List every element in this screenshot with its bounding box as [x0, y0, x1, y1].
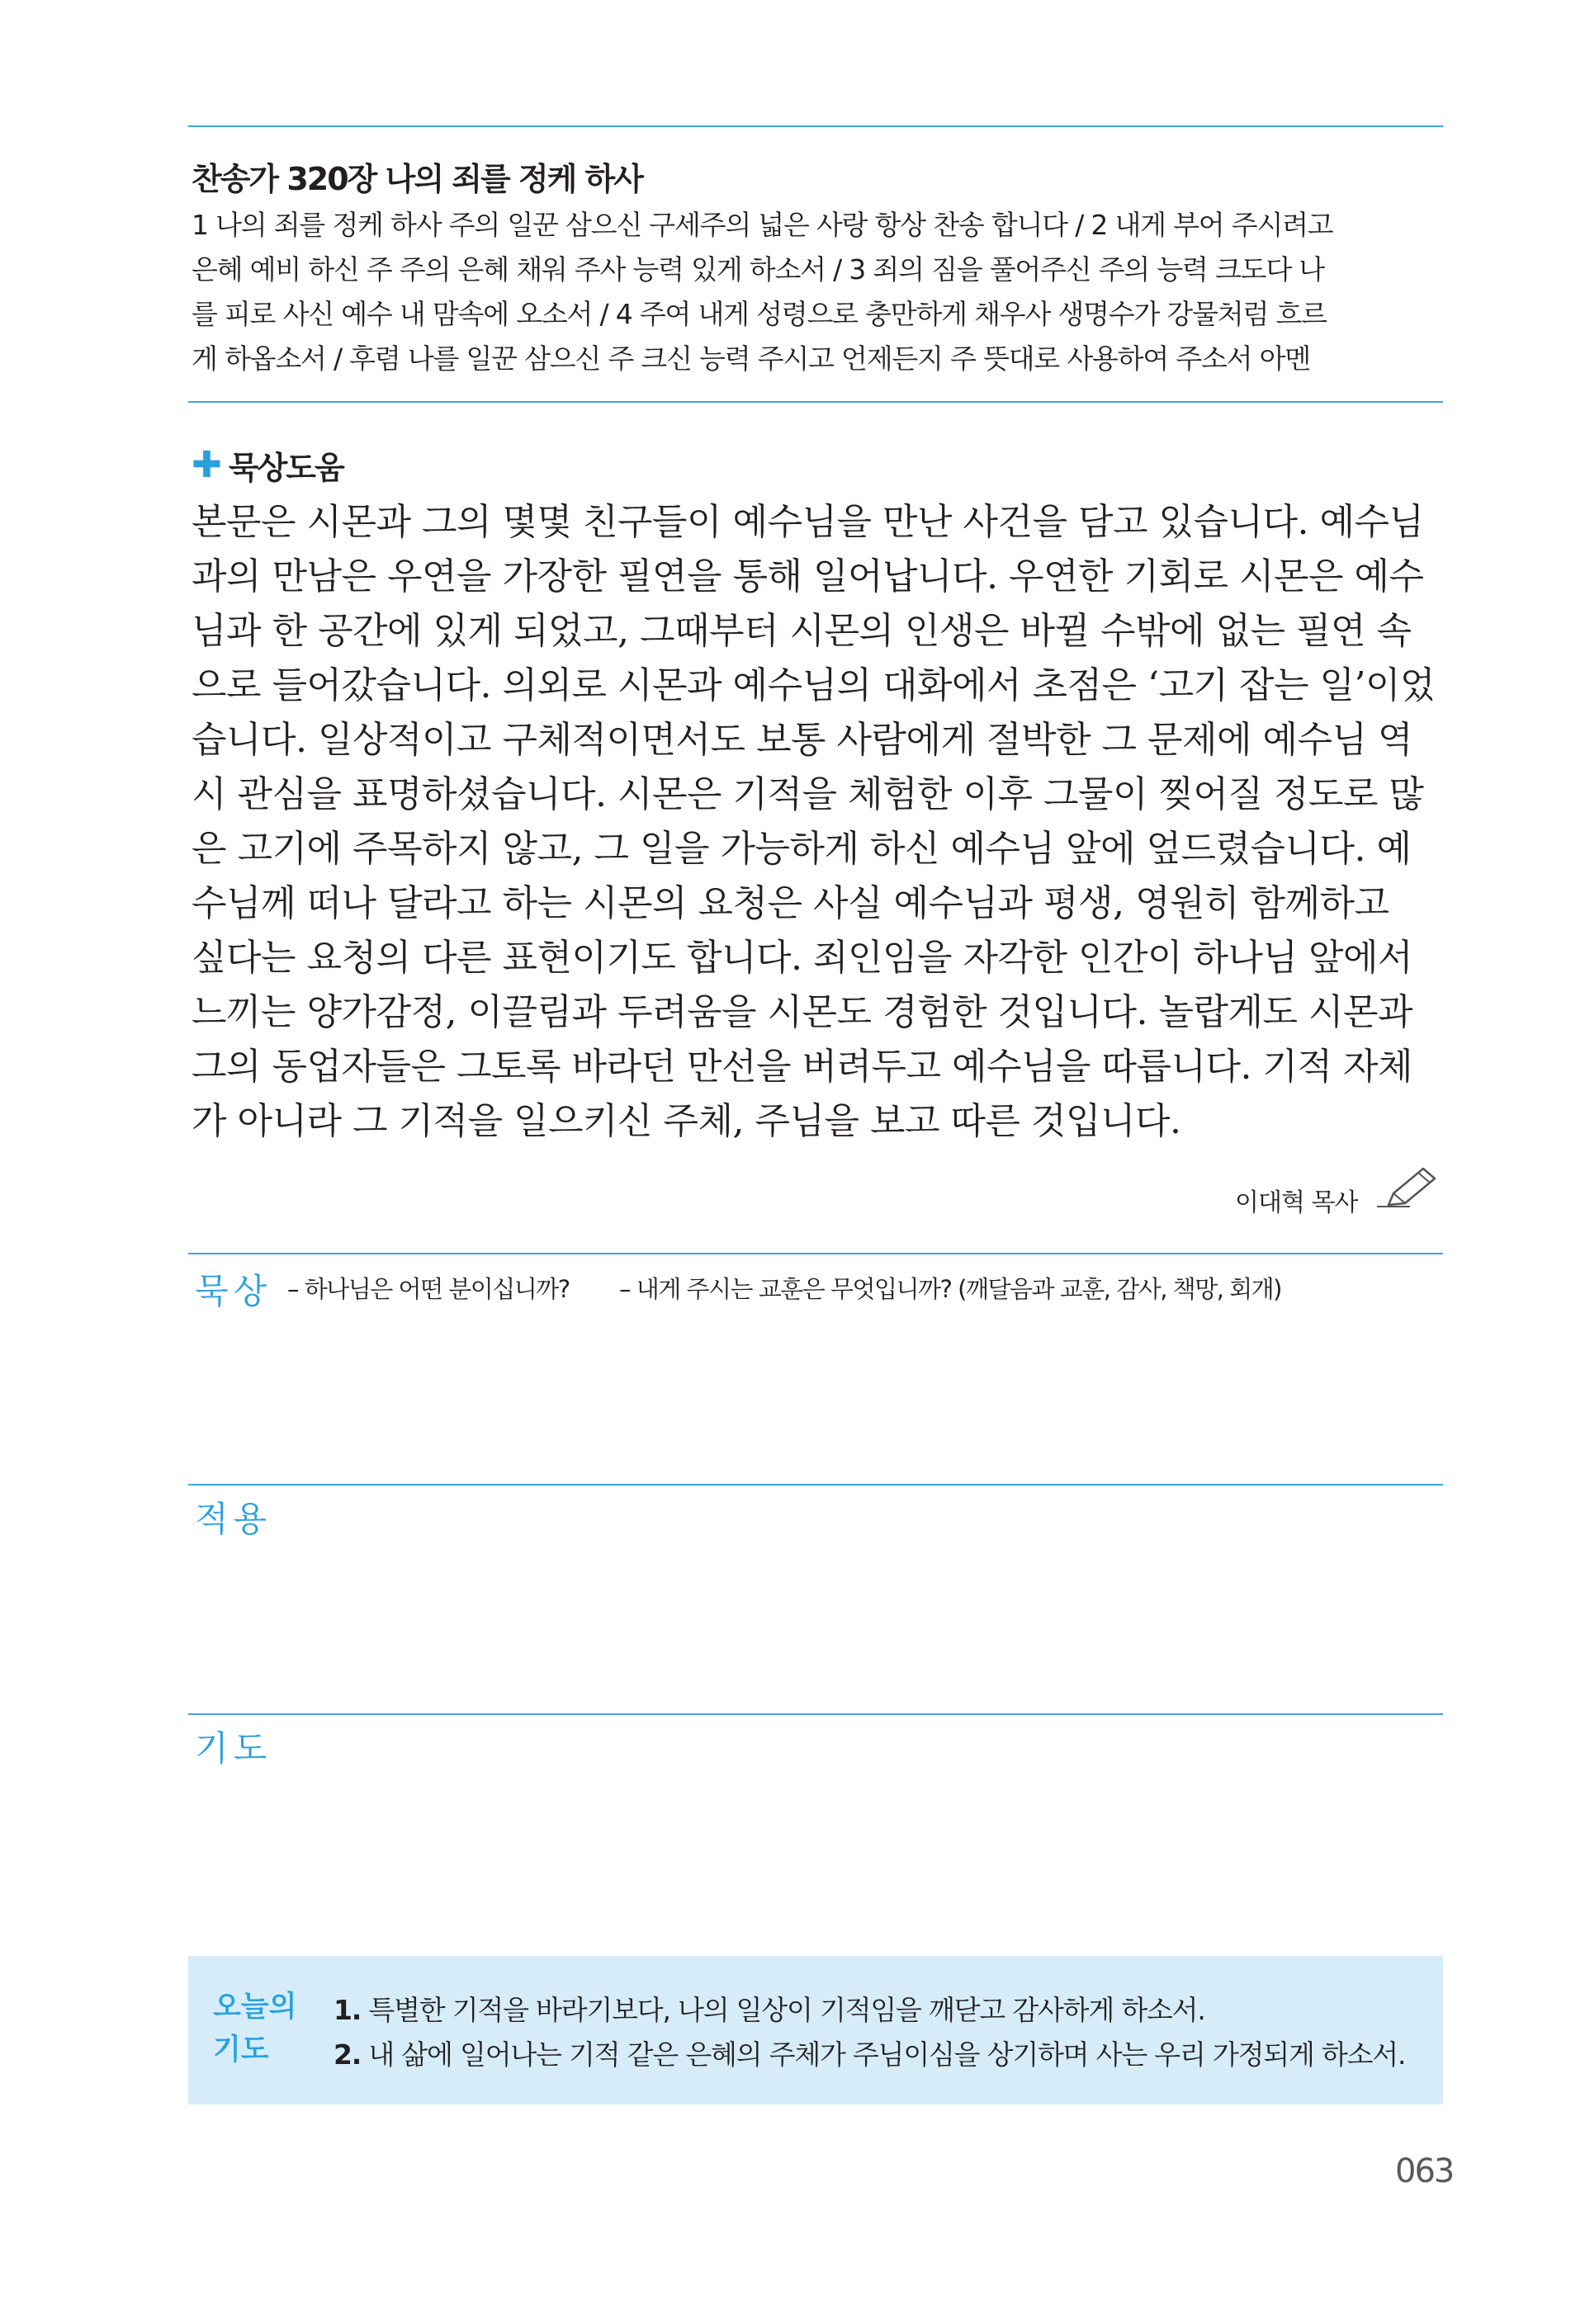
meditation-aid-body	[192, 495, 1446, 1149]
plus-icon: ✚	[192, 443, 220, 486]
aid-line: 은 고기에 주목하지 않고, 그 일을 가능하게 하신 예수님 앞에 엎드렸습니다. 예	[192, 828, 1412, 870]
meditation-question-2: – 내게 주시는 교훈은 무엇입니까? (깨달음과 교훈, 감사, 책망, 회개)	[619, 1275, 1281, 1303]
prayer-rule	[188, 1713, 1443, 1715]
application-rule	[188, 1484, 1443, 1486]
hymn-lyrics	[192, 203, 1446, 381]
prayer-item	[334, 2034, 1405, 2072]
aid-line: 싶다는 요청의 다른 표현이기도 합니다. 죄인임을 자각한 인간이 하나님 앞에서	[192, 937, 1412, 979]
meditation-rule	[188, 1253, 1443, 1254]
hymn-line: 를 피로 사신 예수 내 맘속에 오소서 / 4 주여 내게 성령으로 충만하게 채우사 생명수가 강물처럼 흐르	[192, 298, 1327, 330]
meditation-label: 묵상	[195, 1271, 272, 1311]
todays-prayer-label-line: 기도	[213, 2034, 269, 2067]
pencil-icon	[1377, 1165, 1441, 1212]
application-label: 적용	[195, 1499, 272, 1539]
aid-line: 님과 한 공간에 있게 되었고, 그때부터 시몬의 인생은 바뀔 수밖에 없는 필연 속	[192, 610, 1412, 652]
aid-line: 가 아니라 그 기적을 일으키신 주체, 주님을 보고 따른 것입니다.	[192, 1100, 1181, 1142]
prayer-item-number: 1.	[334, 1994, 362, 2026]
meditation-aid-title: 묵상도움	[228, 450, 343, 486]
prayer-label: 기도	[195, 1728, 272, 1769]
aid-line: 으로 들어갔습니다. 의외로 시몬과 예수님의 대화에서 초점은 ‘고기 잡는 일’이었	[192, 664, 1435, 706]
meditation-question-1: – 하나님은 어떤 분이십니까?	[287, 1275, 570, 1303]
hymn-line: 1 나의 죄를 정케 하사 주의 일꾼 삼으신 구세주의 넓은 사랑 항상 찬송 합니다 / 2 내게 부어 주시려고	[192, 209, 1333, 241]
aid-line: 시 관심을 표명하셨습니다. 시몬은 기적을 체험한 이후 그물이 찢어질 정도로 많	[192, 773, 1424, 815]
prayer-item	[334, 1989, 1205, 2028]
top-rule	[188, 125, 1443, 127]
meditation-aid-heading	[192, 442, 343, 488]
aid-line: 그의 동업자들은 그토록 바라던 만선을 버려두고 예수님을 따릅니다. 기적 자체	[192, 1046, 1412, 1088]
aid-line: 과의 만남은 우연을 가장한 필연을 통해 일어납니다. 우연한 기회로 시몬은 예수	[192, 555, 1424, 598]
hymn-line: 게 하옵소서 / 후렴 나를 일꾼 삼으신 주 크신 능력 주시고 언제든지 주 뜻대로 사용하여 주소서 아멘	[192, 342, 1310, 375]
aid-line: 본문은 시몬과 그의 몇몇 친구들이 예수님을 만난 사건을 담고 있습니다. 예수님	[192, 501, 1424, 543]
todays-prayer-label	[213, 1986, 296, 2071]
aid-line: 습니다. 일상적이고 구체적이면서도 보통 사람에게 절박한 그 문제에 예수님 역	[192, 719, 1412, 761]
page-number: 063	[1395, 2152, 1454, 2190]
prayer-item-number: 2.	[334, 2038, 362, 2071]
todays-prayer-box	[188, 1956, 1443, 2104]
hymn-title: 찬송가 320장 나의 죄를 정케 하사	[192, 161, 642, 197]
prayer-item-text: 내 삶에 일어나는 기적 같은 은혜의 주체가 주님이심을 상기하며 사는 우리 가정되게 하소서.	[368, 2038, 1406, 2071]
aid-line: 수님께 떠나 달라고 하는 시몬의 요청은 사실 예수님과 평생, 영원히 함께하고	[192, 882, 1389, 924]
author-name: 이대혁 목사	[1235, 1188, 1358, 1217]
prayer-item-text: 특별한 기적을 바라기보다, 나의 일상이 기적임을 깨닫고 감사하게 하소서.	[368, 1994, 1205, 2026]
todays-prayer-label-line: 오늘의	[213, 1991, 297, 2024]
hymn-bottom-rule	[188, 401, 1443, 403]
hymn-line: 은혜 예비 하신 주 주의 은혜 채워 주사 능력 있게 하소서 / 3 죄의 짐을 풀어주신 주의 능력 크도다 나	[192, 253, 1324, 286]
aid-line: 느끼는 양가감정, 이끌림과 두려움을 시몬도 경험한 것입니다. 놀랍게도 시몬과	[192, 991, 1412, 1033]
